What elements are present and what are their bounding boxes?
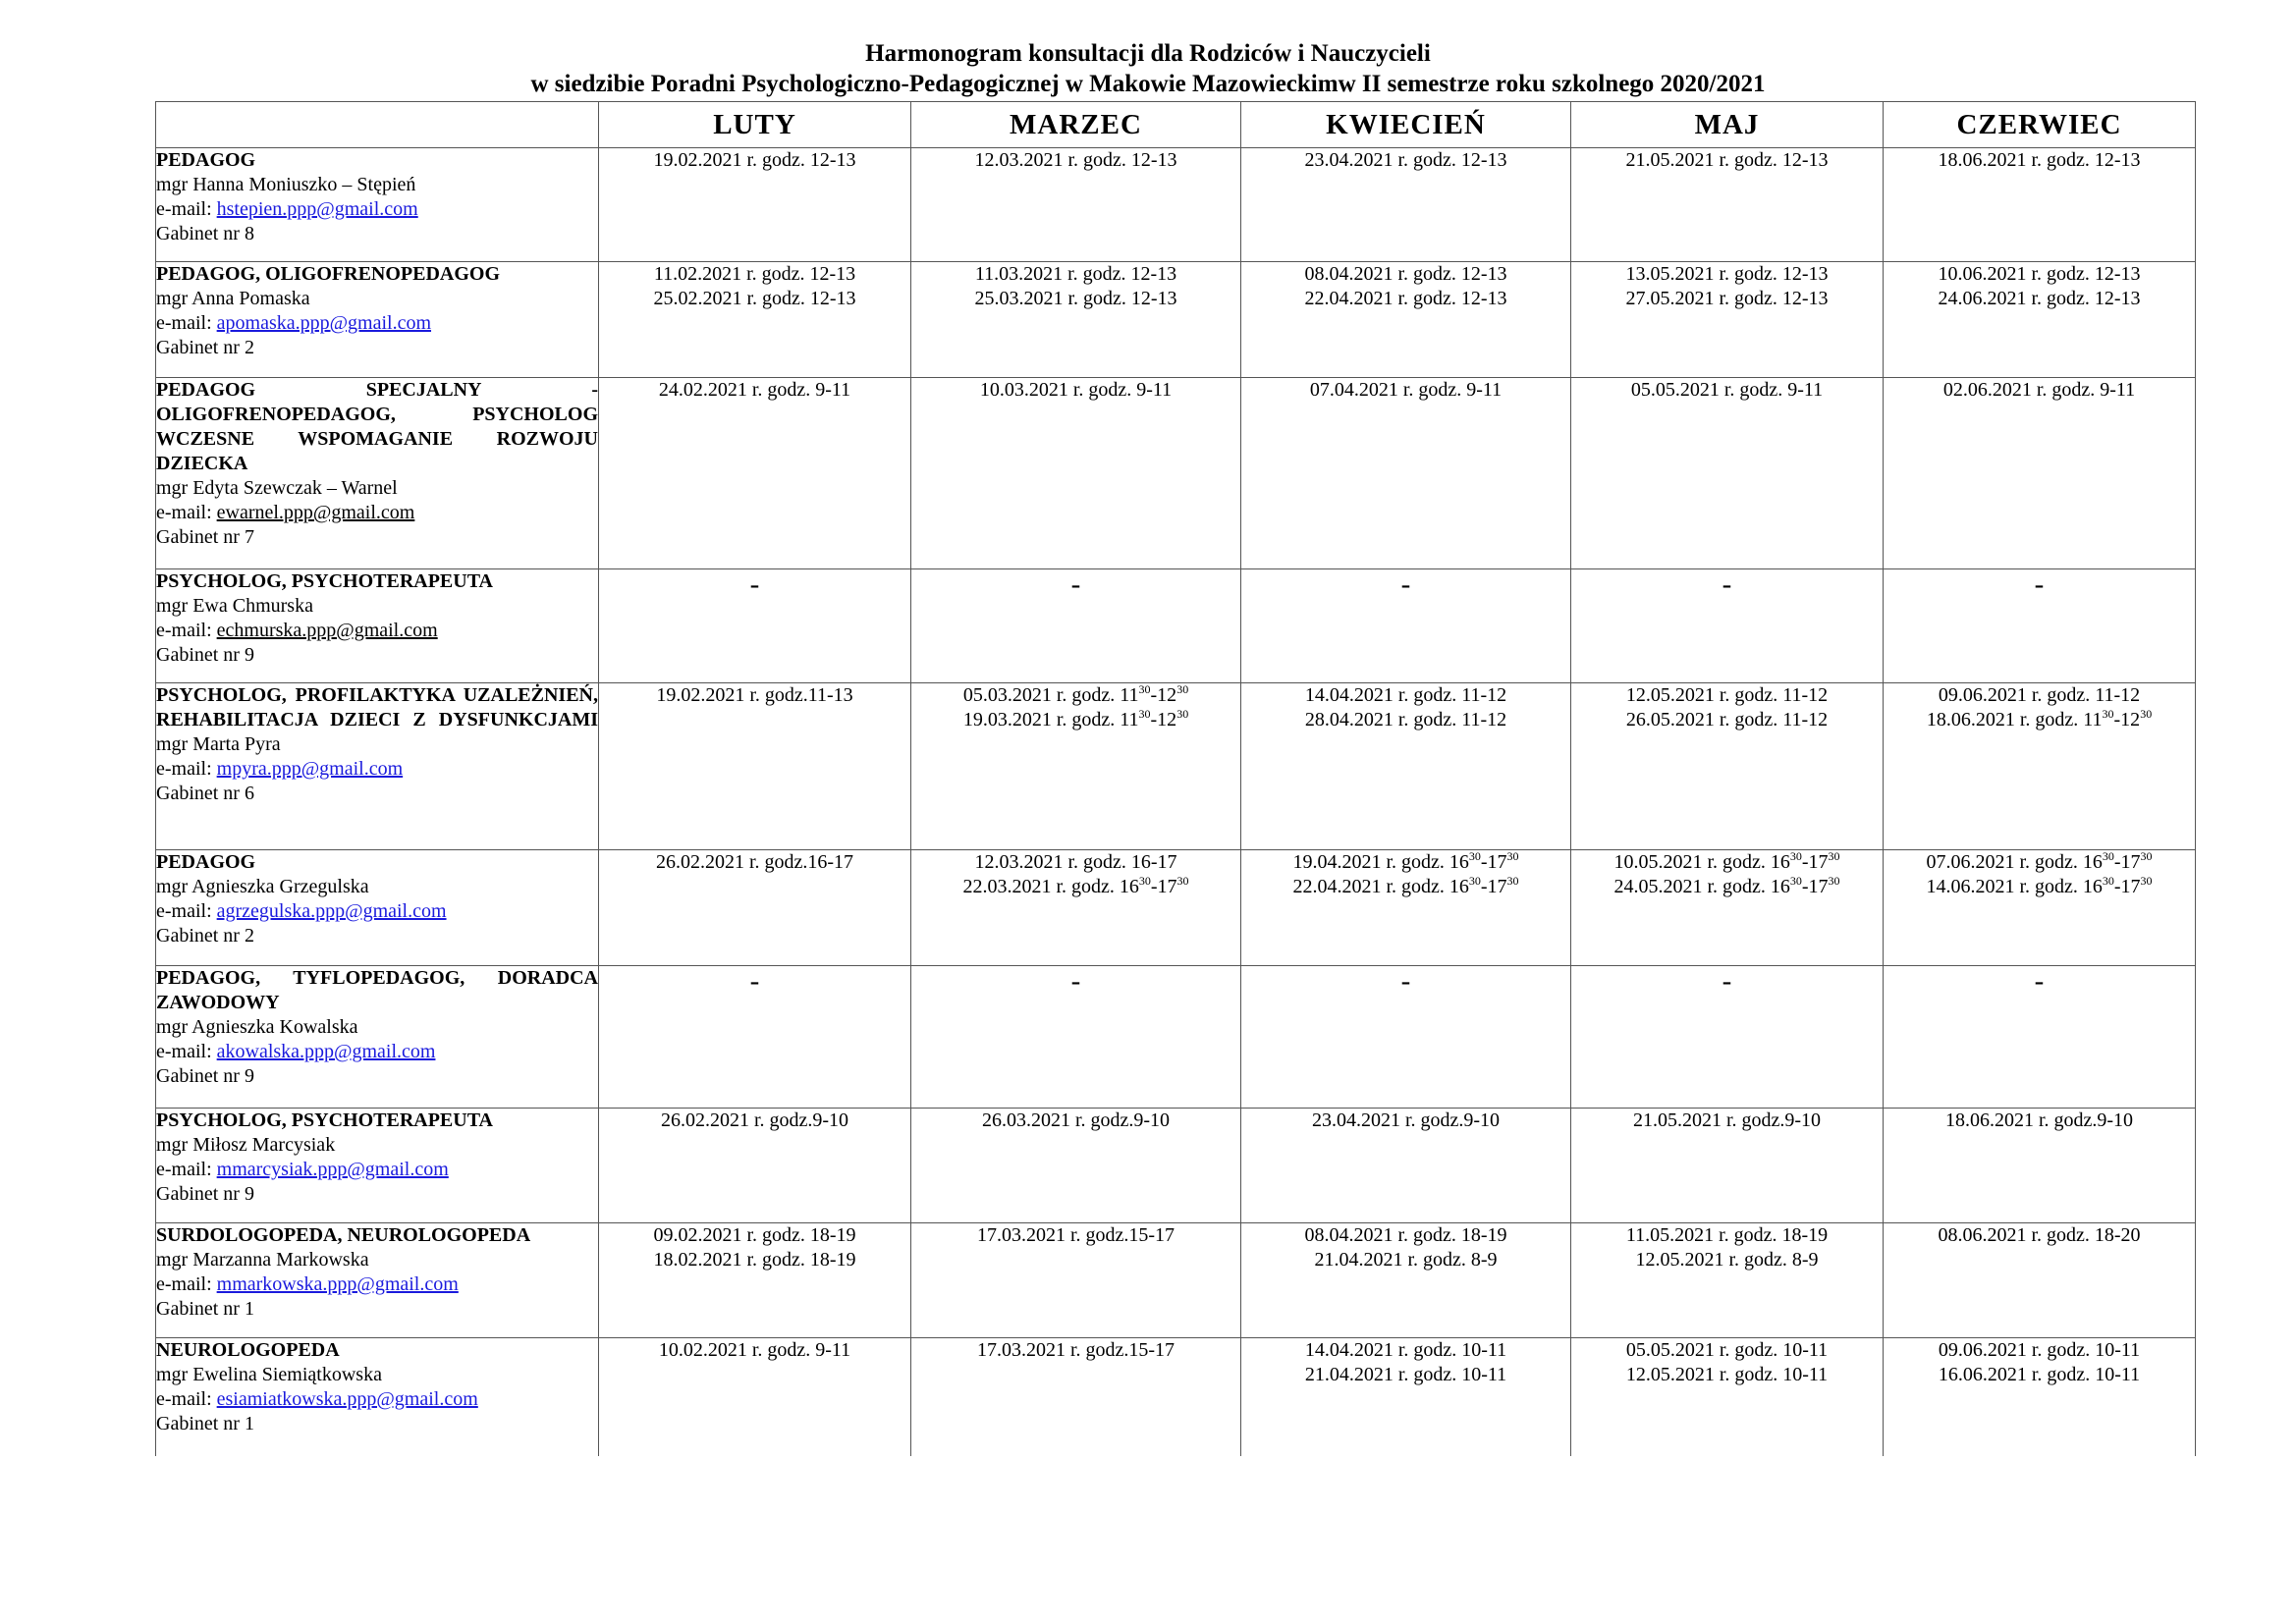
consultation-cell bbox=[911, 683, 1241, 850]
room-number: Gabinet nr 9 bbox=[156, 1183, 254, 1205]
specialist-role: PSYCHOLOG, PSYCHOTERAPEUTA bbox=[156, 570, 493, 592]
specialist-cell bbox=[156, 1109, 599, 1223]
email-label: e-mail: bbox=[156, 1041, 217, 1062]
specialist-name: mgr Agnieszka Kowalska bbox=[156, 1016, 358, 1038]
consultation-date: 05.05.2021 r. godz. 9-11 bbox=[1630, 379, 1824, 401]
time-minutes: 30 bbox=[1176, 682, 1189, 696]
email-row bbox=[156, 1387, 598, 1412]
date-text: 10.05.2021 r. godz. 16 bbox=[1613, 851, 1790, 873]
consultation-cell bbox=[599, 683, 911, 850]
header-row bbox=[156, 102, 2196, 148]
table-row bbox=[156, 262, 2196, 378]
no-consultation-cell: - bbox=[911, 966, 1241, 1109]
consultation-date: 12.05.2021 r. godz. 10-11 bbox=[1625, 1364, 1829, 1385]
consultation-cell bbox=[911, 262, 1241, 378]
specialist-role: PEDAGOG SPECJALNY - OLIGOFRENOPEDAGOG, PSYCHOLOG WCZESNE WSPOMAGANIE ROZWOJU DZIECKA bbox=[156, 379, 598, 474]
email-label: e-mail: bbox=[156, 198, 217, 220]
consultation-date bbox=[911, 683, 1240, 708]
table-row bbox=[156, 850, 2196, 966]
table-row bbox=[156, 148, 2196, 262]
email-label: e-mail: bbox=[156, 502, 217, 523]
consultation-date bbox=[1241, 875, 1570, 899]
consultation-cell bbox=[1241, 683, 1571, 850]
consultation-cell bbox=[599, 378, 911, 569]
table-row bbox=[156, 569, 2196, 683]
consultation-date bbox=[911, 850, 1240, 875]
date-text: -17 bbox=[1480, 876, 1507, 897]
consultation-cell bbox=[1884, 1338, 2196, 1456]
table-row bbox=[156, 1109, 2196, 1223]
email-row bbox=[156, 1272, 598, 1297]
date-text: 12.03.2021 r. godz. 16-17 bbox=[974, 851, 1177, 873]
time-minutes: 30 bbox=[1789, 849, 1802, 863]
consultation-date: 23.04.2021 r. godz.9-10 bbox=[1311, 1109, 1501, 1131]
consultation-date: 21.04.2021 r. godz. 10-11 bbox=[1304, 1364, 1507, 1385]
no-consultation-cell: - bbox=[599, 569, 911, 683]
consultation-date: 26.03.2021 r. godz.9-10 bbox=[981, 1109, 1171, 1131]
consultation-date: 10.02.2021 r. godz. 9-11 bbox=[658, 1339, 851, 1361]
header-empty-cell bbox=[156, 102, 599, 148]
room-number: Gabinet nr 1 bbox=[156, 1298, 254, 1320]
consultation-cell bbox=[599, 1223, 911, 1338]
email-label: e-mail: bbox=[156, 1388, 217, 1410]
consultation-date bbox=[1571, 850, 1883, 875]
no-consultation-cell: - bbox=[1571, 569, 1884, 683]
consultation-cell bbox=[1571, 850, 1884, 966]
consultation-date: 05.05.2021 r. godz. 10-11 bbox=[1625, 1339, 1829, 1361]
consultation-cell bbox=[911, 1223, 1241, 1338]
schedule-table bbox=[155, 101, 2196, 1456]
consultation-cell bbox=[911, 1338, 1241, 1456]
consultation-cell bbox=[911, 148, 1241, 262]
date-text: -12 bbox=[1150, 709, 1177, 730]
consultation-date: 17.03.2021 r. godz.15-17 bbox=[976, 1224, 1175, 1246]
email-label: e-mail: bbox=[156, 312, 217, 334]
specialist-role: SURDOLOGOPEDA, NEUROLOGOPEDA bbox=[156, 1224, 531, 1246]
email-link[interactable]: esiamiatkowska.ppp@gmail.com bbox=[216, 1388, 478, 1410]
consultation-date: 11.03.2021 r. godz. 12-13 bbox=[974, 263, 1177, 285]
specialist-role: PEDAGOG bbox=[156, 149, 256, 171]
consultation-cell bbox=[1571, 683, 1884, 850]
consultation-cell bbox=[911, 850, 1241, 966]
consultation-date: 21.05.2021 r. godz.9-10 bbox=[1632, 1109, 1822, 1131]
consultation-cell bbox=[599, 1109, 911, 1223]
date-text: 18.06.2021 r. godz. 11 bbox=[1926, 709, 2103, 730]
consultation-date bbox=[1884, 708, 2195, 732]
date-text: 28.04.2021 r. godz. 11-12 bbox=[1304, 709, 1507, 730]
specialist-name: mgr Anna Pomaska bbox=[156, 288, 310, 309]
date-text: -17 bbox=[1801, 851, 1829, 873]
date-text: 22.03.2021 r. godz. 16 bbox=[962, 876, 1139, 897]
consultation-cell bbox=[1571, 378, 1884, 569]
time-minutes: 30 bbox=[2140, 874, 2153, 888]
consultation-date: 21.05.2021 r. godz. 12-13 bbox=[1625, 149, 1829, 171]
email-label: e-mail: bbox=[156, 900, 217, 922]
time-minutes: 30 bbox=[2102, 874, 2114, 888]
consultation-cell bbox=[1884, 148, 2196, 262]
time-minutes: 30 bbox=[1468, 849, 1481, 863]
specialist-cell bbox=[156, 683, 599, 850]
consultation-cell bbox=[1884, 1109, 2196, 1223]
time-minutes: 30 bbox=[2140, 707, 2153, 721]
consultation-cell bbox=[1884, 378, 2196, 569]
consultation-date bbox=[1241, 850, 1570, 875]
date-text: -17 bbox=[1480, 851, 1507, 873]
specialist-cell bbox=[156, 569, 599, 683]
table-row bbox=[156, 683, 2196, 850]
time-minutes: 30 bbox=[2102, 849, 2114, 863]
time-minutes: 30 bbox=[1506, 874, 1519, 888]
date-text: 19.04.2021 r. godz. 16 bbox=[1292, 851, 1469, 873]
date-text: -17 bbox=[2113, 851, 2141, 873]
specialist-name: mgr Ewa Chmurska bbox=[156, 595, 313, 617]
no-consultation-cell: - bbox=[1241, 966, 1571, 1109]
specialist-role: PEDAGOG, OLIGOFRENOPEDAGOG bbox=[156, 263, 501, 285]
consultation-date: 10.06.2021 r. godz. 12-13 bbox=[1938, 263, 2141, 285]
consultation-date bbox=[1884, 850, 2195, 875]
room-number: Gabinet nr 9 bbox=[156, 644, 254, 666]
consultation-date bbox=[1884, 875, 2195, 899]
consultation-date: 12.03.2021 r. godz. 12-13 bbox=[974, 149, 1177, 171]
date-text: -12 bbox=[1150, 684, 1177, 706]
table-row bbox=[156, 378, 2196, 569]
consultation-date: 25.02.2021 r. godz. 12-13 bbox=[653, 288, 856, 309]
consultation-cell bbox=[1571, 148, 1884, 262]
table-row bbox=[156, 1223, 2196, 1338]
consultation-date bbox=[1241, 683, 1570, 708]
consultation-date: 09.06.2021 r. godz. 10-11 bbox=[1938, 1339, 2141, 1361]
email-link[interactable]: hstepien.ppp@gmail.com bbox=[216, 198, 418, 220]
specialist-cell bbox=[156, 1338, 599, 1456]
consultation-cell bbox=[1241, 1338, 1571, 1456]
time-minutes: 30 bbox=[1176, 707, 1189, 721]
email-link[interactable]: mmarcysiak.ppp@gmail.com bbox=[216, 1159, 449, 1180]
email-link[interactable]: akowalska.ppp@gmail.com bbox=[216, 1041, 436, 1062]
specialist-name: mgr Marta Pyra bbox=[156, 733, 281, 755]
consultation-cell bbox=[1241, 1109, 1571, 1223]
date-text: -12 bbox=[2113, 709, 2141, 730]
consultation-cell bbox=[599, 850, 911, 966]
consultation-date: 09.02.2021 r. godz. 18-19 bbox=[653, 1224, 856, 1246]
consultation-cell bbox=[599, 1338, 911, 1456]
time-minutes: 30 bbox=[1828, 849, 1840, 863]
specialist-name: mgr Marzanna Markowska bbox=[156, 1249, 369, 1271]
time-minutes: 30 bbox=[1506, 849, 1519, 863]
consultation-date: 24.02.2021 r. godz. 9-11 bbox=[658, 379, 851, 401]
date-text: -17 bbox=[1150, 876, 1177, 897]
consultation-date: 11.05.2021 r. godz. 18-19 bbox=[1625, 1224, 1829, 1246]
consultation-date: 24.06.2021 r. godz. 12-13 bbox=[1938, 288, 2141, 309]
consultation-date: 08.04.2021 r. godz. 18-19 bbox=[1304, 1224, 1507, 1246]
specialist-cell bbox=[156, 850, 599, 966]
specialist-name: mgr Hanna Moniuszko – Stępień bbox=[156, 174, 416, 195]
consultation-cell bbox=[1884, 850, 2196, 966]
no-consultation-cell: - bbox=[1241, 569, 1571, 683]
consultation-cell bbox=[1241, 378, 1571, 569]
specialist-cell bbox=[156, 966, 599, 1109]
email-row bbox=[156, 899, 598, 924]
consultation-date: 08.06.2021 r. godz. 18-20 bbox=[1938, 1224, 2141, 1246]
email-link[interactable]: mmarkowska.ppp@gmail.com bbox=[216, 1273, 459, 1295]
email-row bbox=[156, 197, 598, 222]
consultation-cell bbox=[1571, 1338, 1884, 1456]
email-row bbox=[156, 619, 598, 643]
consultation-cell bbox=[1884, 1223, 2196, 1338]
consultation-date bbox=[599, 683, 910, 708]
consultation-date bbox=[1241, 708, 1570, 732]
table-row bbox=[156, 1338, 2196, 1456]
consultation-cell bbox=[1571, 262, 1884, 378]
room-number: Gabinet nr 7 bbox=[156, 526, 254, 548]
specialist-role: PSYCHOLOG, PROFILAKTYKA UZALEŻNIEŃ, REHABILITACJA DZIECI Z DYSFUNKCJAMI bbox=[156, 684, 598, 730]
specialist-name: mgr Agnieszka Grzegulska bbox=[156, 876, 369, 897]
room-number: Gabinet nr 9 bbox=[156, 1065, 254, 1087]
room-number: Gabinet nr 1 bbox=[156, 1413, 254, 1434]
consultation-date: 14.04.2021 r. godz. 10-11 bbox=[1304, 1339, 1507, 1361]
consultation-cell bbox=[599, 262, 911, 378]
date-text: 19.02.2021 r. godz.11-13 bbox=[656, 684, 853, 706]
consultation-date: 21.04.2021 r. godz. 8-9 bbox=[1314, 1249, 1498, 1271]
consultation-date: 26.02.2021 r. godz.9-10 bbox=[660, 1109, 849, 1131]
email-label: e-mail: bbox=[156, 1273, 217, 1295]
consultation-cell bbox=[1241, 850, 1571, 966]
specialist-cell bbox=[156, 1223, 599, 1338]
consultation-cell bbox=[911, 1109, 1241, 1223]
date-text: 05.03.2021 r. godz. 11 bbox=[962, 684, 1139, 706]
no-consultation-cell: - bbox=[1571, 966, 1884, 1109]
consultation-date: 22.04.2021 r. godz. 12-13 bbox=[1304, 288, 1507, 309]
room-number: Gabinet nr 2 bbox=[156, 925, 254, 947]
consultation-cell bbox=[911, 378, 1241, 569]
consultation-cell bbox=[1571, 1109, 1884, 1223]
consultation-date: 10.03.2021 r. godz. 9-11 bbox=[979, 379, 1173, 401]
consultation-date: 17.03.2021 r. godz.15-17 bbox=[976, 1339, 1175, 1361]
consultation-date bbox=[1571, 875, 1883, 899]
consultation-date bbox=[599, 850, 910, 875]
consultation-date: 16.06.2021 r. godz. 10-11 bbox=[1938, 1364, 2141, 1385]
specialist-role: PSYCHOLOG, PSYCHOTERAPEUTA bbox=[156, 1109, 493, 1131]
consultation-date: 11.02.2021 r. godz. 12-13 bbox=[653, 263, 856, 285]
specialist-name: mgr Miłosz Marcysiak bbox=[156, 1134, 336, 1156]
date-text: 22.04.2021 r. godz. 16 bbox=[1292, 876, 1469, 897]
consultation-date: 18.06.2021 r. godz.9-10 bbox=[1944, 1109, 2134, 1131]
date-text: 09.06.2021 r. godz. 11-12 bbox=[1938, 684, 2141, 706]
consultation-date: 25.03.2021 r. godz. 12-13 bbox=[974, 288, 1177, 309]
month-header: KWIECIEŃ bbox=[1241, 102, 1571, 148]
consultation-date: 18.06.2021 r. godz. 12-13 bbox=[1938, 149, 2141, 171]
consultation-date: 07.04.2021 r. godz. 9-11 bbox=[1309, 379, 1503, 401]
consultation-date: 08.04.2021 r. godz. 12-13 bbox=[1304, 263, 1507, 285]
room-number: Gabinet nr 6 bbox=[156, 783, 254, 804]
consultation-date bbox=[1571, 683, 1883, 708]
consultation-cell bbox=[1241, 262, 1571, 378]
consultation-cell bbox=[1241, 1223, 1571, 1338]
specialist-name: mgr Edyta Szewczak – Warnel bbox=[156, 477, 398, 499]
date-text: 07.06.2021 r. godz. 16 bbox=[1926, 851, 2103, 873]
date-text: -17 bbox=[2113, 876, 2141, 897]
date-text: 24.05.2021 r. godz. 16 bbox=[1613, 876, 1790, 897]
month-header: MARZEC bbox=[911, 102, 1241, 148]
specialist-cell bbox=[156, 378, 599, 569]
consultation-cell bbox=[1884, 262, 2196, 378]
time-minutes: 30 bbox=[1468, 874, 1481, 888]
no-consultation-cell: - bbox=[599, 966, 911, 1109]
time-minutes: 30 bbox=[2102, 707, 2114, 721]
page-title: Harmonogram konsultacji dla Rodziców i Nauczycieli bbox=[865, 40, 1431, 67]
time-minutes: 30 bbox=[2140, 849, 2153, 863]
month-header: CZERWIEC bbox=[1884, 102, 2196, 148]
consultation-date: 12.05.2021 r. godz. 8-9 bbox=[1635, 1249, 1819, 1271]
specialist-cell bbox=[156, 262, 599, 378]
specialist-name: mgr Ewelina Siemiątkowska bbox=[156, 1364, 382, 1385]
no-consultation-cell: - bbox=[1884, 966, 2196, 1109]
time-minutes: 30 bbox=[1138, 707, 1151, 721]
date-text: 14.06.2021 r. godz. 16 bbox=[1926, 876, 2103, 897]
consultation-date bbox=[1884, 683, 2195, 708]
month-header: MAJ bbox=[1571, 102, 1884, 148]
consultation-date: 19.02.2021 r. godz. 12-13 bbox=[653, 149, 856, 171]
email-link[interactable]: agrzegulska.ppp@gmail.com bbox=[216, 900, 447, 922]
consultation-date bbox=[911, 875, 1240, 899]
time-minutes: 30 bbox=[1828, 874, 1840, 888]
no-consultation-cell: - bbox=[1884, 569, 2196, 683]
email-link[interactable]: apomaska.ppp@gmail.com bbox=[216, 312, 432, 334]
email-row bbox=[156, 311, 598, 336]
consultation-date: 27.05.2021 r. godz. 12-13 bbox=[1625, 288, 1829, 309]
specialist-role: PEDAGOG, TYFLOPEDAGOG, DORADCA ZAWODOWY bbox=[156, 967, 598, 1013]
page-subtitle: w siedzibie Poradni Psychologiczno-Pedagogicznej w Makowie Mazowieckimw II semestrze roku szkolnego 2020/2021 bbox=[530, 71, 1766, 97]
date-text: 26.02.2021 r. godz.16-17 bbox=[655, 851, 854, 873]
time-minutes: 30 bbox=[1138, 682, 1151, 696]
email-link[interactable]: echmurska.ppp@gmail.com bbox=[216, 620, 438, 641]
consultation-date: 02.06.2021 r. godz. 9-11 bbox=[1942, 379, 2136, 401]
time-minutes: 30 bbox=[1176, 874, 1189, 888]
email-row bbox=[156, 757, 598, 782]
date-text: -17 bbox=[1801, 876, 1829, 897]
date-text: 14.04.2021 r. godz. 11-12 bbox=[1304, 684, 1507, 706]
table-row bbox=[156, 966, 2196, 1109]
month-header: LUTY bbox=[599, 102, 911, 148]
date-text: 26.05.2021 r. godz. 11-12 bbox=[1625, 709, 1829, 730]
email-row bbox=[156, 1158, 598, 1182]
consultation-cell bbox=[599, 148, 911, 262]
specialist-cell bbox=[156, 148, 599, 262]
email-link[interactable]: mpyra.ppp@gmail.com bbox=[216, 758, 404, 780]
consultation-cell bbox=[1571, 1223, 1884, 1338]
email-link[interactable]: ewarnel.ppp@gmail.com bbox=[216, 502, 415, 523]
consultation-cell bbox=[1884, 683, 2196, 850]
email-row bbox=[156, 501, 598, 525]
room-number: Gabinet nr 2 bbox=[156, 337, 254, 358]
date-text: 12.05.2021 r. godz. 11-12 bbox=[1625, 684, 1829, 706]
time-minutes: 30 bbox=[1138, 874, 1151, 888]
consultation-date: 18.02.2021 r. godz. 18-19 bbox=[653, 1249, 856, 1271]
consultation-date: 23.04.2021 r. godz. 12-13 bbox=[1304, 149, 1507, 171]
specialist-role: PEDAGOG bbox=[156, 851, 256, 873]
email-label: e-mail: bbox=[156, 1159, 217, 1180]
email-label: e-mail: bbox=[156, 620, 217, 641]
consultation-date bbox=[911, 708, 1240, 732]
consultation-cell bbox=[1241, 148, 1571, 262]
consultation-date bbox=[1571, 708, 1883, 732]
consultation-date: 13.05.2021 r. godz. 12-13 bbox=[1625, 263, 1829, 285]
email-label: e-mail: bbox=[156, 758, 217, 780]
date-text: 19.03.2021 r. godz. 11 bbox=[962, 709, 1139, 730]
time-minutes: 30 bbox=[1789, 874, 1802, 888]
room-number: Gabinet nr 8 bbox=[156, 223, 254, 244]
no-consultation-cell: - bbox=[911, 569, 1241, 683]
email-row bbox=[156, 1040, 598, 1064]
specialist-role: NEUROLOGOPEDA bbox=[156, 1339, 340, 1361]
